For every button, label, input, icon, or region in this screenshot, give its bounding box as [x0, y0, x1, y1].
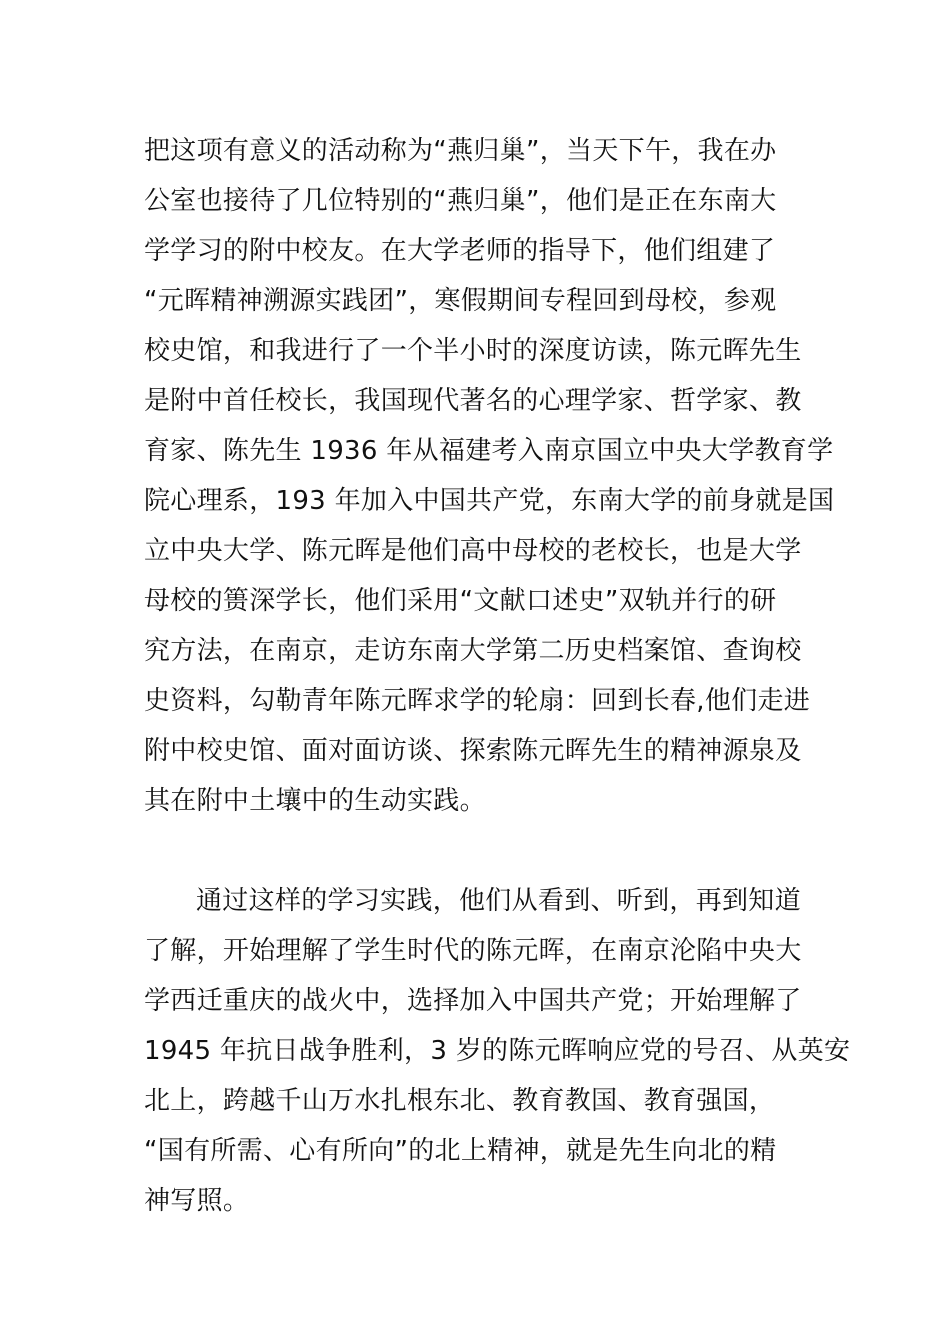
text-line: 通过这样的学习实践，他们从看到、听到，再到知道	[196, 886, 801, 916]
text-line: 学学习的附中校友。在大学老师的指导下，他们组建了	[144, 236, 776, 266]
text-line: 神写照。	[144, 1186, 250, 1216]
text-line: “国有所需、心有所向”的北上精神，就是先生向北的精	[144, 1136, 777, 1166]
paragraph-1	[144, 126, 835, 826]
text-line: 校史馆，和我进行了一个半小时的深度访读，陈元晖先生	[144, 336, 802, 366]
text-line: “元晖精神溯源实践团”，寒假期间专程回到母校，参观	[144, 286, 777, 316]
text-line: 了解，开始理解了学生时代的陈元晖，在南京沦陷中央大	[144, 936, 802, 966]
text-line: 附中校史馆、面对面访谈、探索陈元晖先生的精神源泉及	[144, 736, 802, 766]
text-line: 其在附中土壤中的生动实践。	[144, 786, 486, 816]
text-line: 公室也接待了几位特别的“燕归巢”，他们是正在东南大	[144, 186, 777, 216]
text-line: 学西迁重庆的战火中，选择加入中国共产党；开始理解了	[144, 986, 802, 1016]
text-line: 1945 年抗日战争胜利，3 岁的陈元晖响应党的号召、从英安	[144, 1036, 851, 1066]
document-body	[144, 126, 851, 1226]
text-line: 院心理系，193 年加入中国共产党，东南大学的前身就是国	[144, 486, 835, 516]
text-line: 究方法，在南京，走访东南大学第二历史档案馆、查询校	[144, 636, 802, 666]
text-line: 育家、陈先生 1936 年从福建考入南京国立中央大学教育学	[144, 436, 834, 466]
text-line: 立中央大学、陈元晖是他们高中母校的老校长，也是大学	[144, 536, 802, 566]
text-line: 把这项有意义的活动称为“燕归巢”，当天下午，我在办	[144, 136, 777, 166]
text-line: 史资料，勾勒青年陈元晖求学的轮扇：回到长春,他们走进	[144, 686, 811, 716]
text-line: 北上，跨越千山万水扎根东北、教育教国、教育强国，	[144, 1086, 776, 1116]
text-line: 是附中首任校长，我国现代著名的心理学家、哲学家、教	[144, 386, 802, 416]
paragraph-spacer	[144, 826, 808, 876]
paragraph-2	[144, 876, 851, 1226]
text-line: 母校的篑深学长，他们采用“文献口述史”双轨并行的研	[144, 586, 777, 616]
